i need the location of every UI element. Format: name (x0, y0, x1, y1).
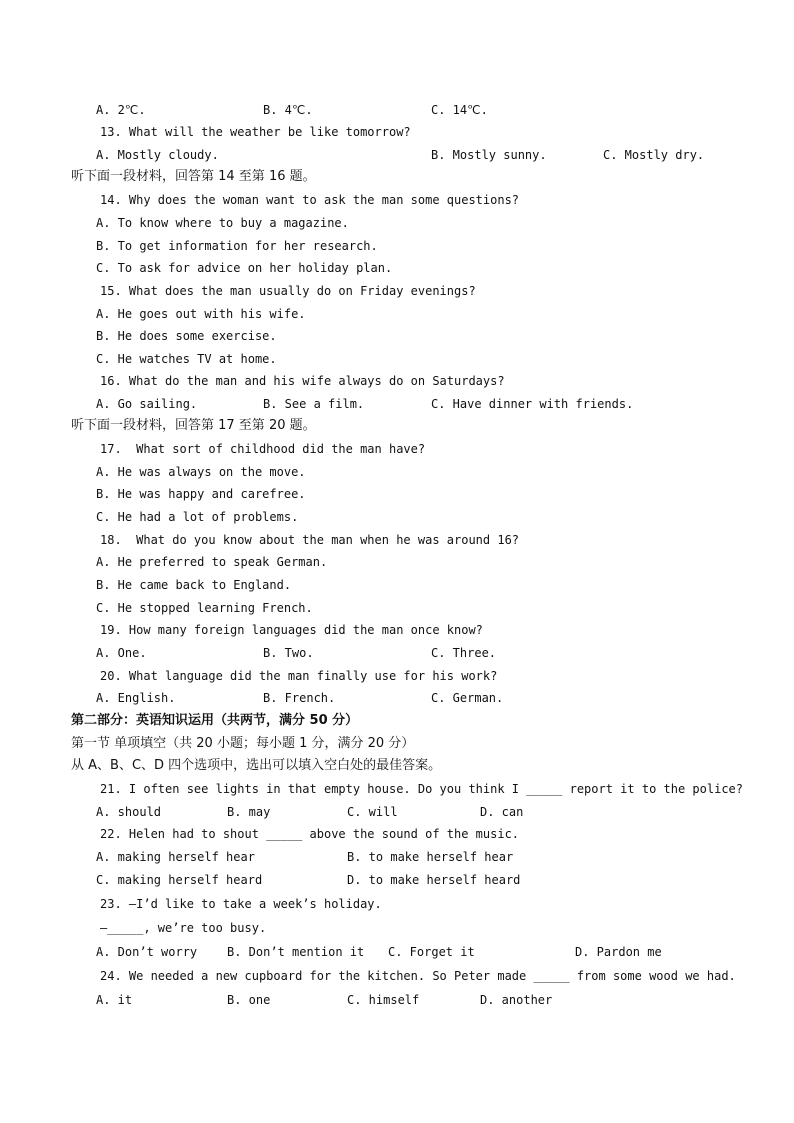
reply-text: —_____, we’re too busy. (100, 921, 267, 935)
question-text: 16. What do the man and his wife always do on Saturdays? (100, 374, 505, 388)
q14-option-c (0, 257, 794, 279)
question-text: 17. What sort of childhood did the man have? (100, 442, 426, 456)
option-a: A. To know where to buy a magazine. (96, 216, 349, 230)
q15-option-c (0, 348, 794, 370)
option-c: C. German. (431, 691, 504, 705)
option-b: B. French. (263, 691, 336, 705)
question-17 (0, 438, 794, 460)
option-a: A. Don’t worry (96, 945, 198, 959)
part-title: 第二部分：英语知识运用（共两节，满分 50 分） (71, 713, 359, 728)
option-c: C. will (347, 805, 398, 819)
option-a: A. He was always on the move. (96, 465, 306, 479)
question-text: 14. Why does the woman want to ask the man some questions? (100, 193, 520, 207)
question-24 (0, 965, 794, 987)
question-21 (0, 778, 794, 800)
option-a: A. Go sailing. (96, 397, 198, 411)
q24-options (0, 989, 794, 1011)
q19-options (0, 642, 794, 664)
option-b: B. may (227, 805, 271, 819)
option-a: A. Mostly cloudy. (96, 148, 219, 162)
option-b: B. To get information for her research. (96, 239, 378, 253)
q15-option-a (0, 303, 794, 325)
q14-option-b (0, 235, 794, 257)
option-b: B. He was happy and carefree. (96, 487, 306, 501)
option-d: D. another (480, 993, 553, 1007)
q15-option-b (0, 325, 794, 347)
option-d: D. can (480, 805, 524, 819)
question-text: 20. What language did the man finally use for his work? (100, 669, 498, 683)
q12-options (0, 99, 794, 121)
q21-options (0, 801, 794, 823)
question-23 (0, 893, 794, 915)
q22-options-cd (0, 869, 794, 891)
section-text: 听下面一段材料，回答第 17 至第 20 题。 (71, 418, 316, 433)
instructions (0, 755, 794, 777)
option-c: C. He had a lot of problems. (96, 510, 299, 524)
question-text: 15. What does the man usually do on Friday evenings? (100, 284, 476, 298)
q14-option-a (0, 212, 794, 234)
question-text: 18. What do you know about the man when he was around 16? (100, 533, 520, 547)
option-a: A. He preferred to speak German. (96, 555, 328, 569)
question-14 (0, 189, 794, 211)
question-19 (0, 619, 794, 641)
option-b: B. See a film. (263, 397, 365, 411)
option-c: C. Have dinner with friends. (431, 397, 634, 411)
question-13 (0, 121, 794, 143)
question-text: 24. We needed a new cupboard for the kitchen. So Peter made _____ from some wood we had. (100, 969, 736, 983)
question-text: 22. Helen had to shout _____ above the sound of the music. (100, 827, 520, 841)
section-text: 听下面一段材料，回答第 14 至第 16 题。 (71, 169, 316, 184)
question-text: 23. —I’d like to take a week’s holiday. (100, 897, 382, 911)
option-a: A. should (96, 805, 162, 819)
option-c: C. He stopped learning French. (96, 601, 313, 615)
section-one-heading (0, 733, 794, 755)
question-15 (0, 280, 794, 302)
option-a: A. One. (96, 646, 147, 660)
q20-options (0, 687, 794, 709)
option-b: B. Don’t mention it (227, 945, 365, 959)
option-b: B. He came back to England. (96, 578, 292, 592)
q17-option-a (0, 461, 794, 483)
section-title: 第一节 单项填空（共 20 小题；每小题 1 分，满分 20 分） (71, 736, 415, 751)
q16-options (0, 393, 794, 415)
option-c: C. Forget it (388, 945, 475, 959)
question-16 (0, 370, 794, 392)
q23-options (0, 941, 794, 963)
question-18 (0, 529, 794, 551)
option-d: D. to make herself heard (347, 873, 521, 887)
question-text: 13. What will the weather be like tomorrow? (100, 125, 411, 139)
option-b: B. to make herself hear (347, 850, 514, 864)
q17-option-b (0, 483, 794, 505)
option-a: A. English. (96, 691, 176, 705)
option-b: B. Two. (263, 646, 314, 660)
q22-options-ab (0, 846, 794, 868)
question-20 (0, 665, 794, 687)
option-a: A. He goes out with his wife. (96, 307, 306, 321)
q17-option-c (0, 506, 794, 528)
section-header-14-16 (0, 166, 794, 188)
option-b: B. one (227, 993, 271, 1007)
option-a: A. making herself hear (96, 850, 255, 864)
question-23-reply (0, 917, 794, 939)
q18-option-b (0, 574, 794, 596)
option-c: C. 14℃. (431, 103, 488, 117)
part-two-heading (0, 710, 794, 732)
option-a: A. it (96, 993, 133, 1007)
option-c: C. He watches TV at home. (96, 352, 277, 366)
question-text: 21. I often see lights in that empty house. Do you think I _____ report it to the police? (100, 782, 743, 796)
option-c: C. To ask for advice on her holiday plan. (96, 261, 393, 275)
q18-option-a (0, 551, 794, 573)
option-b: B. He does some exercise. (96, 329, 277, 343)
section-header-17-20 (0, 415, 794, 437)
question-text: 19. How many foreign languages did the man once know? (100, 623, 483, 637)
q13-options (0, 144, 794, 166)
option-c: C. himself (347, 993, 420, 1007)
instructions-text: 从 A、B、C、D 四个选项中，选出可以填入空白处的最佳答案。 (71, 758, 442, 773)
option-c: C. Three. (431, 646, 497, 660)
question-22 (0, 823, 794, 845)
option-b: B. Mostly sunny. (431, 148, 547, 162)
option-d: D. Pardon me (575, 945, 662, 959)
option-c: C. Mostly dry. (603, 148, 705, 162)
option-b: B. 4℃. (263, 103, 313, 117)
q18-option-c (0, 597, 794, 619)
option-c: C. making herself heard (96, 873, 263, 887)
option-a: A. 2℃. (96, 103, 146, 117)
